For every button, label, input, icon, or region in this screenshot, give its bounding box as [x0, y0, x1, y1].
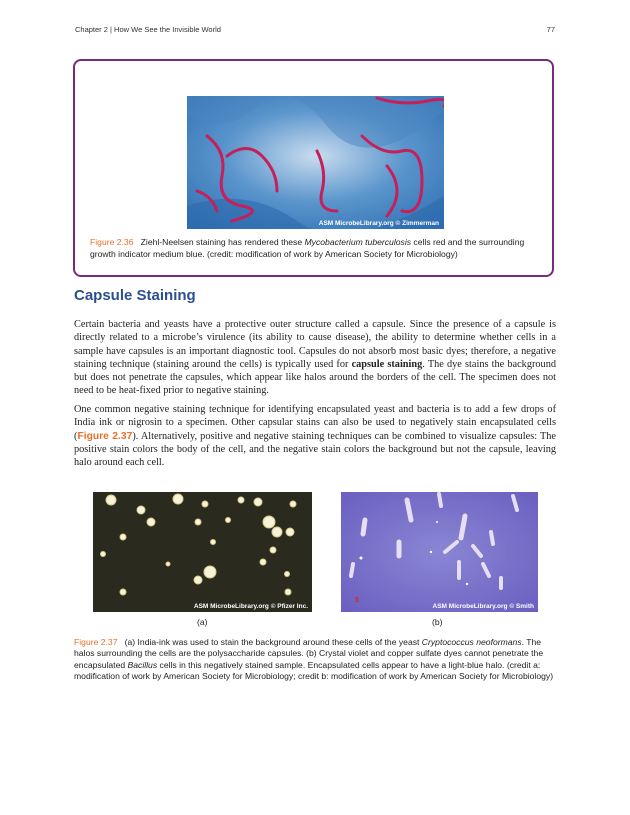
p1-text: Certain bacteria and yeasts have a protective outer structure called a capsule. Since the presence of a capsule is directly related to a microbe’s virulence (its ability to cause disease), the ability to determine whether cells in a sample have capsules is an important diagnostic tool. Capsules do not absorb most basic dyes; therefore, a negative staining technique (staining around the cells) is typically used for — [74, 319, 556, 370]
cap2-species-1: Cryptococcus neoformans — [421, 637, 522, 647]
figure-2-36-label: Figure 2.36 — [90, 237, 134, 247]
figure-2-36-caption — [90, 236, 540, 260]
caption-text: Ziehl-Neelsen staining has rendered these — [140, 237, 305, 247]
p1-text-end: . The dye stains the background but does not penetrate the capsules, which appear like halos around the borders of the cell. The specimen does not need to be heat-fixed prior to negative staining. — [74, 358, 557, 397]
p2-text-end: ). Alternatively, positive and negative staining techniques can be combined to visualize capsules: The positive stain colors the body of the cell, and the negative stain colors the background but not the capsule, leaving halo around each cell. — [74, 430, 556, 469]
india-ink-micrograph — [93, 492, 312, 612]
figure-2-37-caption — [74, 637, 554, 683]
page-number: 77 — [546, 25, 555, 34]
crystal-violet-micrograph — [341, 492, 538, 612]
watermark-pfizer: ASM MicrobeLibrary.org © Pfizer Inc. — [193, 603, 308, 610]
cap2-species-2: Bacillus — [127, 659, 158, 670]
figure-2-37-label: Figure 2.37 — [74, 637, 118, 647]
cap2-text-2: . The halos surrounding the cells are the polysaccharide capsules. (b) Crystal violet and copper sulfate dyes cannot penetrate the encapsulated — [74, 637, 544, 670]
ziehl-neelsen-micrograph — [187, 96, 444, 229]
page-header — [75, 25, 555, 34]
cap2-text-1: (a) India-ink was used to stain the background around these cells of the yeast — [124, 637, 422, 647]
paragraph-1 — [74, 318, 556, 398]
figure-2-36-box — [73, 59, 554, 277]
cap2-text-3: cells in this negatively stained sample. Encapsulated cells appear to have a light-blue halo. (credit a: modification of work by American Society for Microbiology; credit b: modification of work by American Society for Microbiology) — [74, 659, 554, 682]
panel-b-label: (b) — [432, 617, 443, 627]
p2-text: One common negative staining technique for identifying encapsulated yeast and bacteria is to add a few drops of India ink or nigrosin to a specimen. Other capsular stains can also be used to negatively stain encapsulated cells ( — [74, 404, 556, 442]
chapter-title: Chapter 2 | How We See the Invisible World — [75, 25, 221, 34]
panel-a-label: (a) — [197, 617, 208, 627]
caption-text-end: cells red and the surrounding growth indicator medium blue. (credit: modification of work by American Society for Microbiology) — [90, 237, 525, 259]
section-title: Capsule Staining — [74, 287, 196, 304]
p1-term: capsule staining — [351, 358, 423, 370]
figure-2-37-link[interactable]: Figure 2.37 — [77, 430, 133, 442]
caption-species: Mycobacterium tuberculosis — [304, 237, 412, 247]
watermark-zimmerman: ASM MicrobeLibrary.org © Zimmerman — [318, 220, 439, 227]
panel-b-mark: 5 — [355, 597, 359, 604]
watermark-smith: ASM MicrobeLibrary.org © Smith — [432, 603, 534, 610]
paragraph-2 — [74, 403, 556, 469]
